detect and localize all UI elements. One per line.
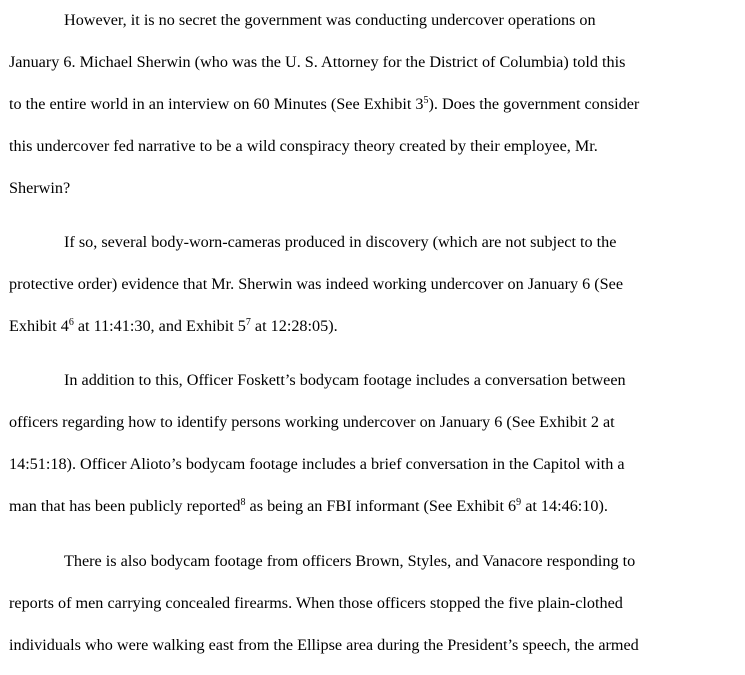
text-line: protective order) evidence that Mr. Sherwin was indeed working undercover on January 6 (See (9, 275, 624, 293)
text-run: at 14:46:10). (521, 497, 608, 515)
text-line: 14:51:18). Officer Alioto’s bodycam footage includes a brief conversation in the Capitol with a (9, 455, 625, 473)
text-line: this undercover fed narrative to be a wild conspiracy theory created by their employee, Mr. (9, 137, 598, 155)
text-run: man that has been publicly reported (9, 497, 241, 515)
text-line: In addition to this, Officer Foskett’s bodycam footage includes a conversation between (64, 371, 626, 389)
text-run: ). Does the government consider (428, 95, 640, 113)
text-run: at 12:28:05). (250, 317, 338, 335)
text-run: to the entire world in an interview on 60 Minutes (See Exhibit 3 (9, 95, 424, 113)
text-run: Exhibit 4 (9, 317, 69, 335)
text-line: officers regarding how to identify persons working undercover on January 6 (See Exhibit 2 at (9, 413, 615, 431)
text-line: If so, several body-worn-cameras produced in discovery (which are not subject to the (64, 233, 617, 251)
text-line: Sherwin? (9, 179, 71, 197)
text-line: However, it is no secret the government was conducting undercover operations on (64, 11, 596, 29)
footnote-ref: 8 (240, 497, 246, 508)
text-run: at 11:41:30, and Exhibit 5 (73, 317, 246, 335)
text-line (9, 316, 338, 336)
text-line (9, 94, 639, 114)
text-line (9, 496, 608, 516)
text-line: There is also bodycam footage from officers Brown, Styles, and Vanacore responding to (64, 552, 636, 570)
footnote-ref: 6 (68, 317, 74, 328)
footnote-ref: 9 (516, 497, 522, 508)
text-line: individuals who were walking east from the Ellipse area during the President’s speech, the armed (9, 636, 639, 654)
footnote-ref: 5 (423, 95, 429, 106)
footnote-ref: 7 (245, 317, 251, 328)
text-line: reports of men carrying concealed firearms. When those officers stopped the five plain-clothed (9, 594, 623, 612)
text-line: January 6. Michael Sherwin (who was the U. S. Attorney for the District of Columbia) told this (9, 53, 626, 71)
text-run: as being an FBI informant (See Exhibit 6 (245, 497, 517, 515)
